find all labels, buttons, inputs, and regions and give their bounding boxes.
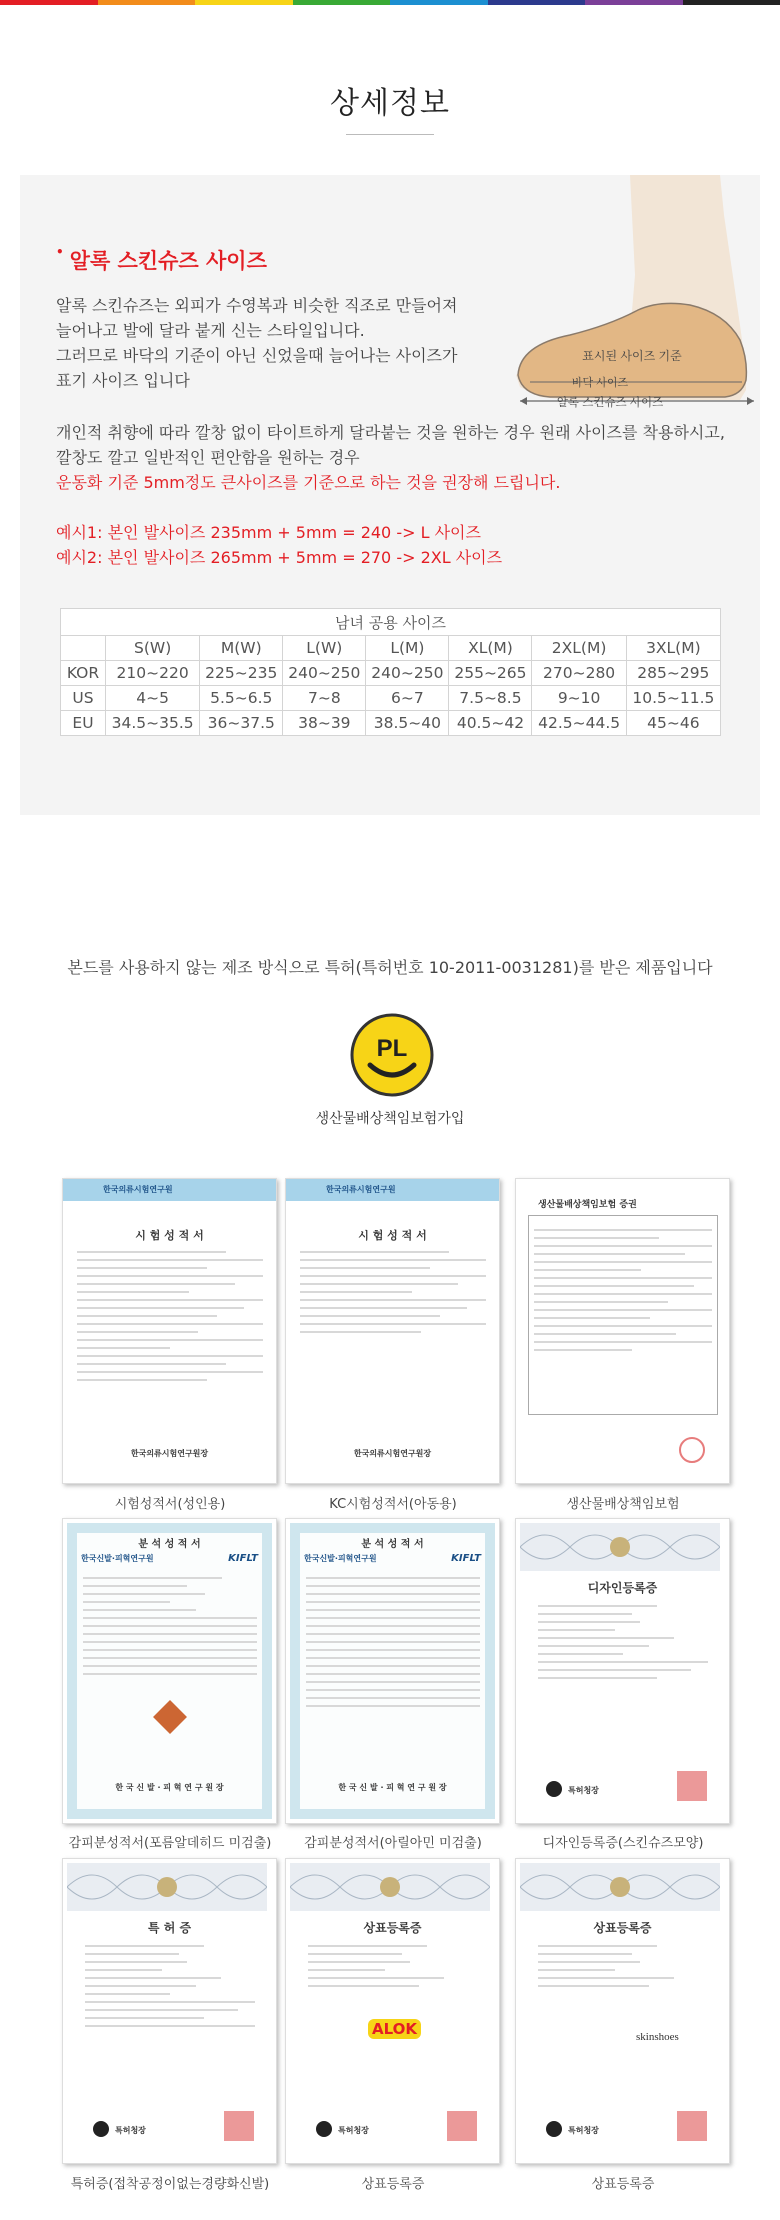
size-intro-text [56, 293, 516, 393]
cert-doc-title: 특 허 증 [147, 1921, 192, 1935]
size-cell: 210~220 [106, 661, 200, 686]
title-divider [346, 134, 434, 135]
sole-size-label: 바닥 사이즈 [571, 377, 629, 389]
size-cell: 9~10 [532, 686, 626, 711]
size-cell: 45~46 [626, 711, 720, 736]
cert-doc-title: 분 석 성 적 서 [138, 1539, 201, 1550]
color-segment [293, 0, 391, 5]
color-segment [683, 0, 780, 5]
cert-caption: 생산물배상책임보험 [566, 1497, 680, 1512]
cert-header: 한국의류시험연구원 [103, 1185, 173, 1194]
size-column-header: S(W) [106, 636, 200, 661]
example-2: 예시2: 본인 발사이즈 265mm + 5mm = 270 -> 2XL 사이즈 [56, 548, 503, 567]
cert-doc-title: 분 석 성 적 서 [361, 1539, 424, 1550]
cert-caption: 감피분성적서(포름알데히드 미검출) [68, 1836, 272, 1851]
size-row-label: KOR [61, 661, 106, 686]
cert-header: 한국신발·피혁연구원 [304, 1554, 377, 1563]
cert-doc-title: 디자인등록증 [587, 1581, 658, 1595]
cert-analysis-arylamine [285, 1518, 500, 1824]
cert-analysis-formaldehyde [62, 1518, 277, 1824]
size-section-heading [56, 245, 267, 275]
color-top-bar [0, 0, 780, 5]
size-column-header: M(W) [200, 636, 283, 661]
size-cell: 38~39 [283, 711, 366, 736]
cert-footer: 한 국 신 발 · 피 혁 연 구 원 장 [338, 1783, 447, 1792]
cert-caption: 특허증(접착공정이없는경량화신발) [70, 2177, 270, 2192]
table-row [61, 686, 721, 711]
cert-doc-title: 시 험 성 적 서 [358, 1229, 427, 1242]
trademark-mark: ALOK [368, 2019, 421, 2039]
size-cell: 38.5~40 [366, 711, 449, 736]
size-info-panel [20, 175, 760, 815]
cert-footer: 특허청장 [115, 2126, 146, 2135]
size-column-header: XL(M) [449, 636, 532, 661]
pl-caption: 생산물배상책임보험가입 [315, 1111, 465, 1127]
table-row [61, 661, 721, 686]
size-examples [56, 520, 502, 570]
size-cell: 36~37.5 [200, 711, 283, 736]
example-1: 예시1: 본인 발사이즈 235mm + 5mm = 240 -> L 사이즈 [56, 523, 481, 542]
color-segment [585, 0, 683, 5]
para-line: 깔창도 깔고 일반적인 편안함을 원하는 경우 [56, 448, 360, 467]
cert-liability-insurance [515, 1178, 730, 1484]
size-column-header: 3XL(M) [626, 636, 720, 661]
intro-line: 그러므로 바닥의 기준이 아닌 신었을때 늘어나는 사이즈가 [56, 346, 458, 365]
para-recommendation: 운동화 기준 5mm정도 큰사이즈를 기준으로 하는 것을 권장해 드립니다. [56, 473, 561, 492]
trademark-mark: skinshoes [636, 2031, 679, 2043]
size-cell: 6~7 [366, 686, 449, 711]
bullet-dot: • [56, 245, 64, 259]
cert-caption: 상표등록증 [591, 2177, 655, 2192]
cert-footer: 특허청장 [568, 2126, 599, 2135]
size-column-header: L(W) [283, 636, 366, 661]
cert-doc-title: 시 험 성 적 서 [135, 1229, 204, 1242]
cert-caption: 디자인등록증(스킨슈즈모양) [542, 1836, 704, 1851]
pl-logo-text: PL [376, 1035, 408, 1062]
cert-test-report-adult [62, 1178, 277, 1484]
cert-footer: 한국의류시험연구원장 [130, 1449, 209, 1458]
intro-line: 알록 스킨슈즈는 외피가 수영복과 비슷한 직조로 만들어져 [56, 296, 458, 315]
cert-design-registration [515, 1518, 730, 1824]
size-cell: 240~250 [283, 661, 366, 686]
color-segment [488, 0, 586, 5]
cert-lab-logo: KIFLT [228, 1553, 258, 1564]
size-table-caption: 남녀 공용 사이즈 [61, 609, 721, 636]
cert-header: 한국의류시험연구원 [326, 1185, 396, 1194]
cert-patent [62, 1858, 277, 2164]
cert-kc-test-report-child [285, 1178, 500, 1484]
cert-header: 한국신발·피혁연구원 [81, 1554, 154, 1563]
table-row [61, 711, 721, 736]
size-cell: 270~280 [532, 661, 626, 686]
intro-line: 표기 사이즈 입니다 [56, 371, 190, 390]
cert-trademark-skinshoes [515, 1858, 730, 2164]
size-row-label: EU [61, 711, 106, 736]
alok-size-label: 알록 스킨슈즈 사이즈 [556, 397, 664, 409]
patent-notice: 본드를 사용하지 않는 제조 방식으로 특허(특허번호 10-2011-0031281)를 받은 제품입니다 [67, 958, 713, 977]
size-cell: 10.5~11.5 [626, 686, 720, 711]
color-segment [98, 0, 196, 5]
size-cell: 255~265 [449, 661, 532, 686]
marked-size-label: 표시된 사이즈 기준 [582, 349, 682, 363]
para-line: 개인적 취향에 따라 깔창 없이 타이트하게 달라붙는 것을 원하는 경우 원래 사이즈를 착용하시고, [56, 423, 725, 442]
color-segment [195, 0, 293, 5]
cert-caption: 감피분성적서(아릴아민 미검출) [304, 1836, 482, 1851]
intro-line: 늘어나고 발에 달라 붙게 신는 스타일입니다. [56, 321, 365, 340]
size-cell: 4~5 [106, 686, 200, 711]
size-recommendation-text [56, 420, 756, 495]
cert-doc-title: 상표등록증 [363, 1921, 422, 1935]
size-cell: 34.5~35.5 [106, 711, 200, 736]
size-column-header: L(M) [366, 636, 449, 661]
color-segment [0, 0, 98, 5]
cert-trademark-alok [285, 1858, 500, 2164]
page-title: 상세정보 [330, 86, 450, 121]
size-section-title: 알록 스킨슈즈 사이즈 [69, 249, 267, 273]
cert-footer: 한국의류시험연구원장 [353, 1449, 432, 1458]
cert-footer: 한 국 신 발 · 피 혁 연 구 원 장 [115, 1783, 224, 1792]
cert-caption: 시험성적서(성인용) [114, 1497, 226, 1512]
size-cell: 40.5~42 [449, 711, 532, 736]
cert-footer: 특허청장 [338, 2126, 369, 2135]
size-cell: 225~235 [200, 661, 283, 686]
size-column-header: 2XL(M) [532, 636, 626, 661]
color-segment [390, 0, 488, 5]
cert-lab-logo: KIFLT [451, 1553, 481, 1564]
cert-doc-title: 상표등록증 [593, 1921, 652, 1935]
pl-insurance-logo [350, 1013, 434, 1097]
size-table [60, 608, 721, 736]
size-cell: 240~250 [366, 661, 449, 686]
shoe-size-diagram [510, 175, 760, 410]
size-cell: 5.5~6.5 [200, 686, 283, 711]
cert-caption: KC시험성적서(아동용) [329, 1497, 457, 1512]
cert-footer: 특허청장 [568, 1786, 599, 1795]
cert-header: 생산물배상책임보험 증권 [538, 1200, 637, 1210]
size-cell: 7.5~8.5 [449, 686, 532, 711]
size-table-corner [61, 636, 106, 661]
size-cell: 42.5~44.5 [532, 711, 626, 736]
cert-caption: 상표등록증 [361, 2177, 425, 2192]
size-row-label: US [61, 686, 106, 711]
size-cell: 7~8 [283, 686, 366, 711]
size-cell: 285~295 [626, 661, 720, 686]
